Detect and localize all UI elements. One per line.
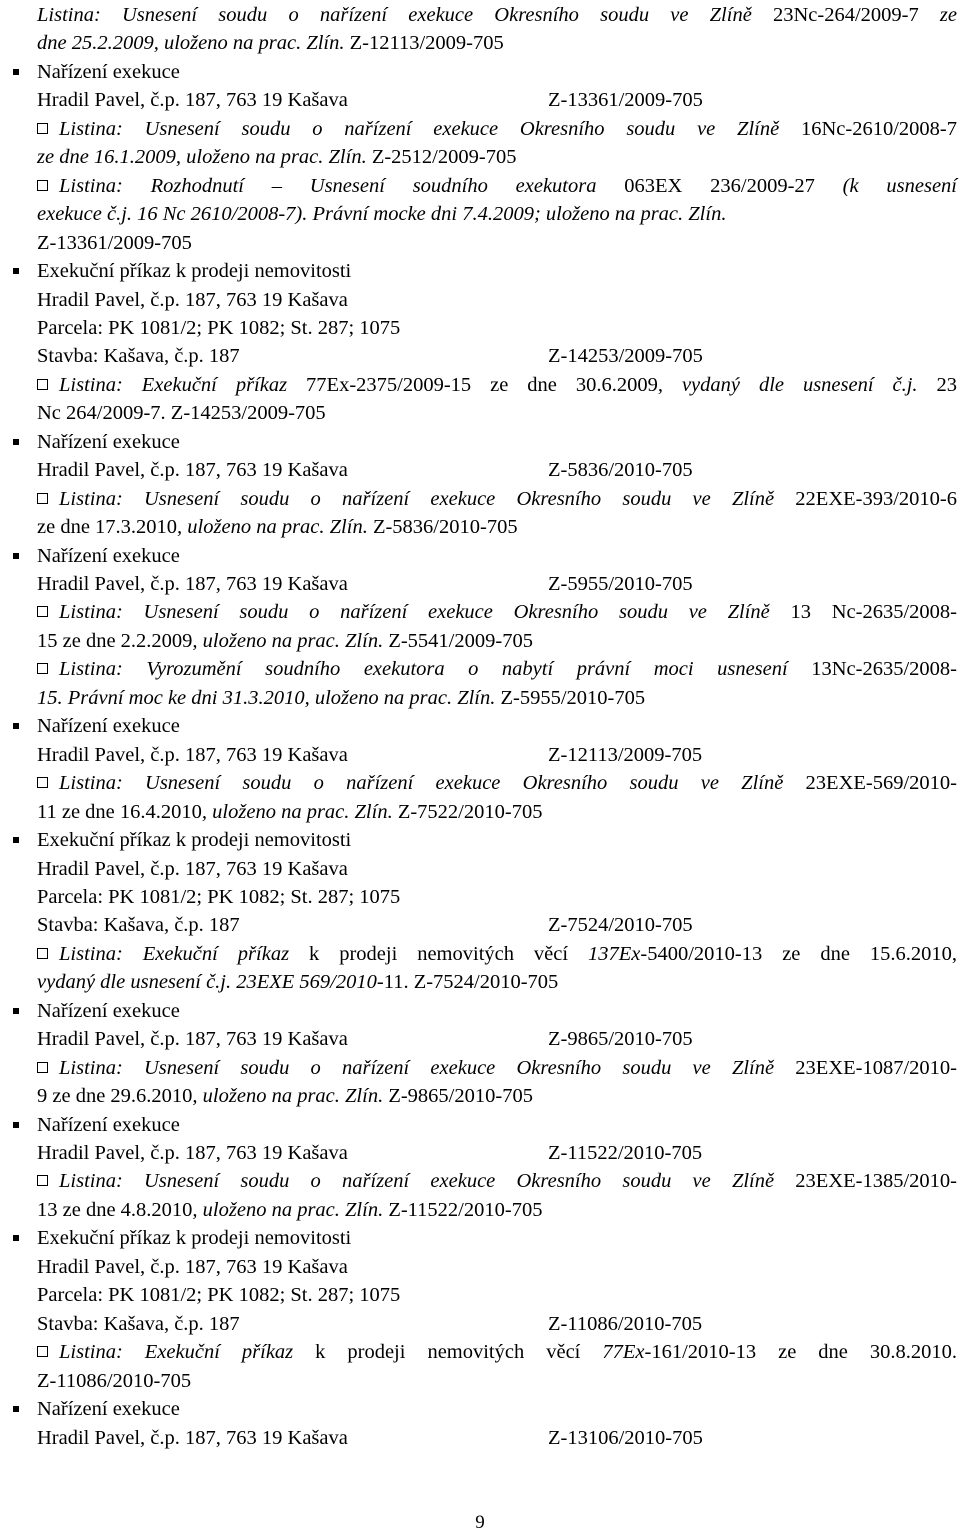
listing-text: Listina: Exekuční příkaz [59,942,309,965]
detail-text: Parcela: PK 1081/2; PK 1082; St. 287; 1075 [37,316,401,339]
document-listing [37,371,957,399]
checkbox-square-icon [37,948,48,959]
listing-text: Listina: Usnesení soudu o nařízení exekuce Okresního soudu ve Zlíně [59,117,801,140]
listing-continuation [37,229,957,257]
listing-continuation [37,399,957,427]
listing-text: 13Nc-2635/2008- [811,658,957,681]
listing-text: Z-2512/2009-705 [371,146,517,169]
listing-text: 22EXE-393/2010-6 [795,487,957,510]
bullet-square-icon [13,439,19,445]
listing-continuation [37,1367,957,1395]
listing-text: Z-12113/2009-705 [349,32,504,55]
entry-detail-row [0,456,960,484]
listing-text: -161/2010-13 ze dne 30.8.2010. [644,1341,958,1364]
bullet-entry [0,1111,960,1139]
bullet-entry [0,712,960,740]
checkbox-square-icon [37,379,48,390]
listing-text: ze dne 17.3.2010 [37,516,178,539]
entry-title: Exekuční příkaz k prodeji nemovitosti [37,260,352,283]
entry-detail-line [37,883,957,911]
entry-title: Exekuční příkaz k prodeji nemovitosti [37,829,352,852]
entry-title: Nařízení exekuce [37,1113,180,1136]
listing-text: 23EXE-569/2010- [805,772,957,795]
owner-address: Stavba: Kašava, č.p. 187 [37,914,240,937]
listing-text: Z-9865/2010-705 [388,1085,533,1108]
record-number: Z-13361/2009-705 [548,89,703,112]
listing-text: Z-7522/2010-705 [397,800,543,823]
entry-detail-row [0,1139,960,1167]
bullet-entry [0,997,960,1025]
page-number: 9 [475,1512,485,1533]
listing-text: Nc 264/2009-7. Z-14253/2009-705 [37,402,326,425]
listing-text: 23EXE-1385/2010- [795,1170,957,1193]
entry-title: Nařízení exekuce [37,999,180,1022]
listing-text: Z-11086/2010-705 [37,1369,192,1392]
entry-title: Nařízení exekuce [37,715,180,738]
listing-text: ze [918,4,958,26]
listing-text: vydaný dle usnesení č.j. 23EXE 569/2010 [37,971,377,994]
owner-address: Hradil Pavel, č.p. 187, 763 19 Kašava [37,573,348,595]
document-listing [37,172,957,200]
owner-address: Stavba: Kašava, č.p. 187 [37,1312,240,1335]
listing-continuation [37,143,957,171]
entry-title: Nařízení exekuce [37,544,180,567]
bullet-entry [0,826,960,854]
checkbox-square-icon [37,606,48,617]
listing-continuation [37,1,957,29]
listing-text: 77Ex [602,1341,645,1364]
listing-text: -11. Z-7524/2010-705 [376,971,559,994]
document-listing [37,769,957,797]
bullet-entry [0,257,960,285]
document-listing [37,115,957,143]
entry-detail-row [0,570,960,598]
entry-title: Nařízení exekuce [37,430,180,453]
listing-text: Listina: Usnesení soudu o nařízení exekuce Okresního soudu ve Zlíně [59,1056,796,1079]
listing-text: , uloženo na prac. Zlín. [201,800,398,823]
listing-text: Z-13361/2009-705 [37,231,192,254]
entry-detail-line [37,1281,957,1309]
entry-detail-line [37,1253,957,1281]
entry-detail-line [37,855,957,883]
document-listing [37,655,957,683]
owner-address: Hradil Pavel, č.p. 187, 763 19 Kašava [37,1142,348,1164]
listing-text: 77Ex-2375/2009-15 ze dne 30.6.2009 [306,373,658,396]
listing-text: 15. Právní moc ke dni 31.3.2010, uloženo na prac. Zlín. [37,686,501,709]
entry-detail-row [0,1025,960,1053]
document-listing [37,940,957,968]
listing-text: Z-5836/2010-705 [372,516,518,539]
document-listing [37,1167,957,1195]
bullet-entry [0,1395,960,1423]
entry-detail-row [0,911,960,939]
document-listing [37,1338,957,1366]
listing-text: exekuce č.j. 16 Nc 2610/2008-7). Právní mocke dni 7.4.2009; uloženo na prac. Zlín. [37,203,727,226]
owner-address: Hradil Pavel, č.p. 187, 763 19 Kašava [37,459,348,482]
listing-text: 15 ze dne 2.2.2009 [37,629,193,652]
entry-detail-row [0,741,960,769]
listing-text: Listina: Vyrozumění soudního exekutora o nabytí právní moci usnesení [59,658,812,681]
checkbox-square-icon [37,663,48,674]
record-number: Z-14253/2009-705 [548,345,703,368]
listing-text: k prodeji nemovitých věcí [315,1341,603,1364]
entry-detail-row [0,1424,960,1452]
document-listing [37,1054,957,1082]
listing-text: Listina: Usnesení soudu o nařízení exekuce Okresního soudu ve Zlíně [59,601,791,624]
listing-text: Listina: Usnesení soudu o nařízení exekuce Okresního soudu ve Zlíně [59,1170,796,1193]
bullet-square-icon [13,69,19,75]
listing-continuation [37,29,957,57]
bullet-entry [0,1224,960,1252]
listing-text: 137Ex [588,942,641,965]
listing-text: Z-5541/2009-705 [388,629,533,652]
listing-text: , uloženo na prac. Zlín. [192,1085,389,1108]
listing-text: ze dne 16.1.2009, uloženo na prac. Zlín. [37,146,372,169]
detail-text: Parcela: PK 1081/2; PK 1082; St. 287; 1075 [37,885,401,908]
listing-text: , vydaný dle usnesení č.j. [657,373,937,396]
bullet-entry [0,542,960,570]
record-number: Z-9865/2010-705 [548,1028,693,1051]
record-number: Z-11086/2010-705 [548,1312,703,1335]
listing-text: , uloženo na prac. Zlín. [177,516,373,539]
checkbox-square-icon [37,123,48,134]
listing-continuation [37,513,957,541]
listing-text: Listina: Usnesení soudu o nařízení exekuce Okresního soudu ve Zlíně [59,772,806,795]
record-number: Z-7524/2010-705 [548,914,693,937]
bullet-square-icon [13,1008,19,1014]
bullet-square-icon [13,1406,19,1412]
checkbox-square-icon [37,180,48,191]
listing-text: , uloženo na prac. Zlín. [192,1198,389,1221]
entry-title: Nařízení exekuce [37,1398,180,1421]
bullet-entry [0,428,960,456]
bullet-square-icon [13,1122,19,1128]
listing-text: Listina: Exekuční příkaz [59,373,307,396]
listing-continuation [37,684,957,712]
record-number: Z-5836/2010-705 [548,459,693,482]
listing-text: Listina: Rozhodnutí – Usnesení soudního exekutora [59,174,625,197]
listing-text: 16Nc-2610/2008-7 [800,117,957,140]
listing-continuation [37,968,957,996]
listing-text: dne 25.2.2009, uloženo na prac. Zlín. [37,32,350,55]
record-number: Z-12113/2009-705 [548,743,703,766]
checkbox-square-icon [37,1175,48,1186]
listing-continuation [37,200,957,228]
entry-detail-row [0,342,960,370]
listing-text: (k usnesení [814,174,957,197]
listing-text: 13 Nc-2635/2008- [790,601,958,624]
listing-text: 13 ze dne 4.8.2010 [37,1198,193,1221]
owner-address: Hradil Pavel, č.p. 187, 763 19 Kašava [37,743,348,766]
document-listing [37,598,957,626]
owner-address: Hradil Pavel, č.p. 187, 763 19 Kašava [37,1426,348,1449]
listing-continuation [37,1196,957,1224]
listing-text: Z-5955/2010-705 [500,686,646,709]
listing-text: 9 ze dne 29.6.2010 [37,1085,193,1108]
entry-detail-row [0,86,960,114]
listing-text: 063EX 236/2009-27 [624,174,815,197]
entry-detail-row [0,1310,960,1338]
listing-text: Listina: Usnesení soudu o nařízení exekuce Okresního soudu ve Zlíně [37,4,773,26]
listing-text: 23 [936,373,958,396]
owner-address: Hradil Pavel, č.p. 187, 763 19 Kašava [37,89,348,112]
bullet-square-icon [13,1235,19,1241]
entry-detail-line [37,314,957,342]
listing-continuation [37,798,957,826]
listing-text: 23Nc-264/2009-7 [772,4,919,26]
listing-continuation [37,627,957,655]
entry-title: Nařízení exekuce [37,60,180,83]
bullet-square-icon [13,553,19,559]
checkbox-square-icon [37,1346,48,1357]
document-listing [37,485,957,513]
checkbox-square-icon [37,777,48,788]
owner-address: Stavba: Kašava, č.p. 187 [37,345,240,368]
detail-text: Hradil Pavel, č.p. 187, 763 19 Kašava [37,1255,348,1278]
listing-text: -5400/2010-13 ze dne 15.6.2010, [640,942,958,965]
record-number: Z-5955/2010-705 [548,573,693,595]
record-number: Z-13106/2010-705 [548,1426,703,1449]
checkbox-square-icon [37,493,48,504]
bullet-entry [0,58,960,86]
listing-text: 23EXE-1087/2010- [795,1056,957,1079]
listing-text: , uloženo na prac. Zlín. [192,629,389,652]
bullet-square-icon [13,837,19,843]
bullet-square-icon [13,268,19,274]
listing-text: k prodeji nemovitých věcí [309,942,589,965]
entry-title: Exekuční příkaz k prodeji nemovitosti [37,1227,352,1250]
owner-address: Hradil Pavel, č.p. 187, 763 19 Kašava [37,1028,348,1051]
checkbox-square-icon [37,1062,48,1073]
entry-detail-line [37,286,957,314]
listing-continuation [37,1082,957,1110]
record-number: Z-11522/2010-705 [548,1142,703,1164]
detail-text: Hradil Pavel, č.p. 187, 763 19 Kašava [37,857,348,880]
listing-text: 11 ze dne 16.4.2010 [37,800,202,823]
detail-text: Parcela: PK 1081/2; PK 1082; St. 287; 1075 [37,1284,401,1307]
listing-text: Listina: Usnesení soudu o nařízení exekuce Okresního soudu ve Zlíně [59,487,796,510]
detail-text: Hradil Pavel, č.p. 187, 763 19 Kašava [37,288,348,311]
listing-text: Z-11522/2010-705 [388,1198,543,1221]
listing-text: Listina: Exekuční příkaz [59,1341,316,1364]
bullet-square-icon [13,723,19,729]
